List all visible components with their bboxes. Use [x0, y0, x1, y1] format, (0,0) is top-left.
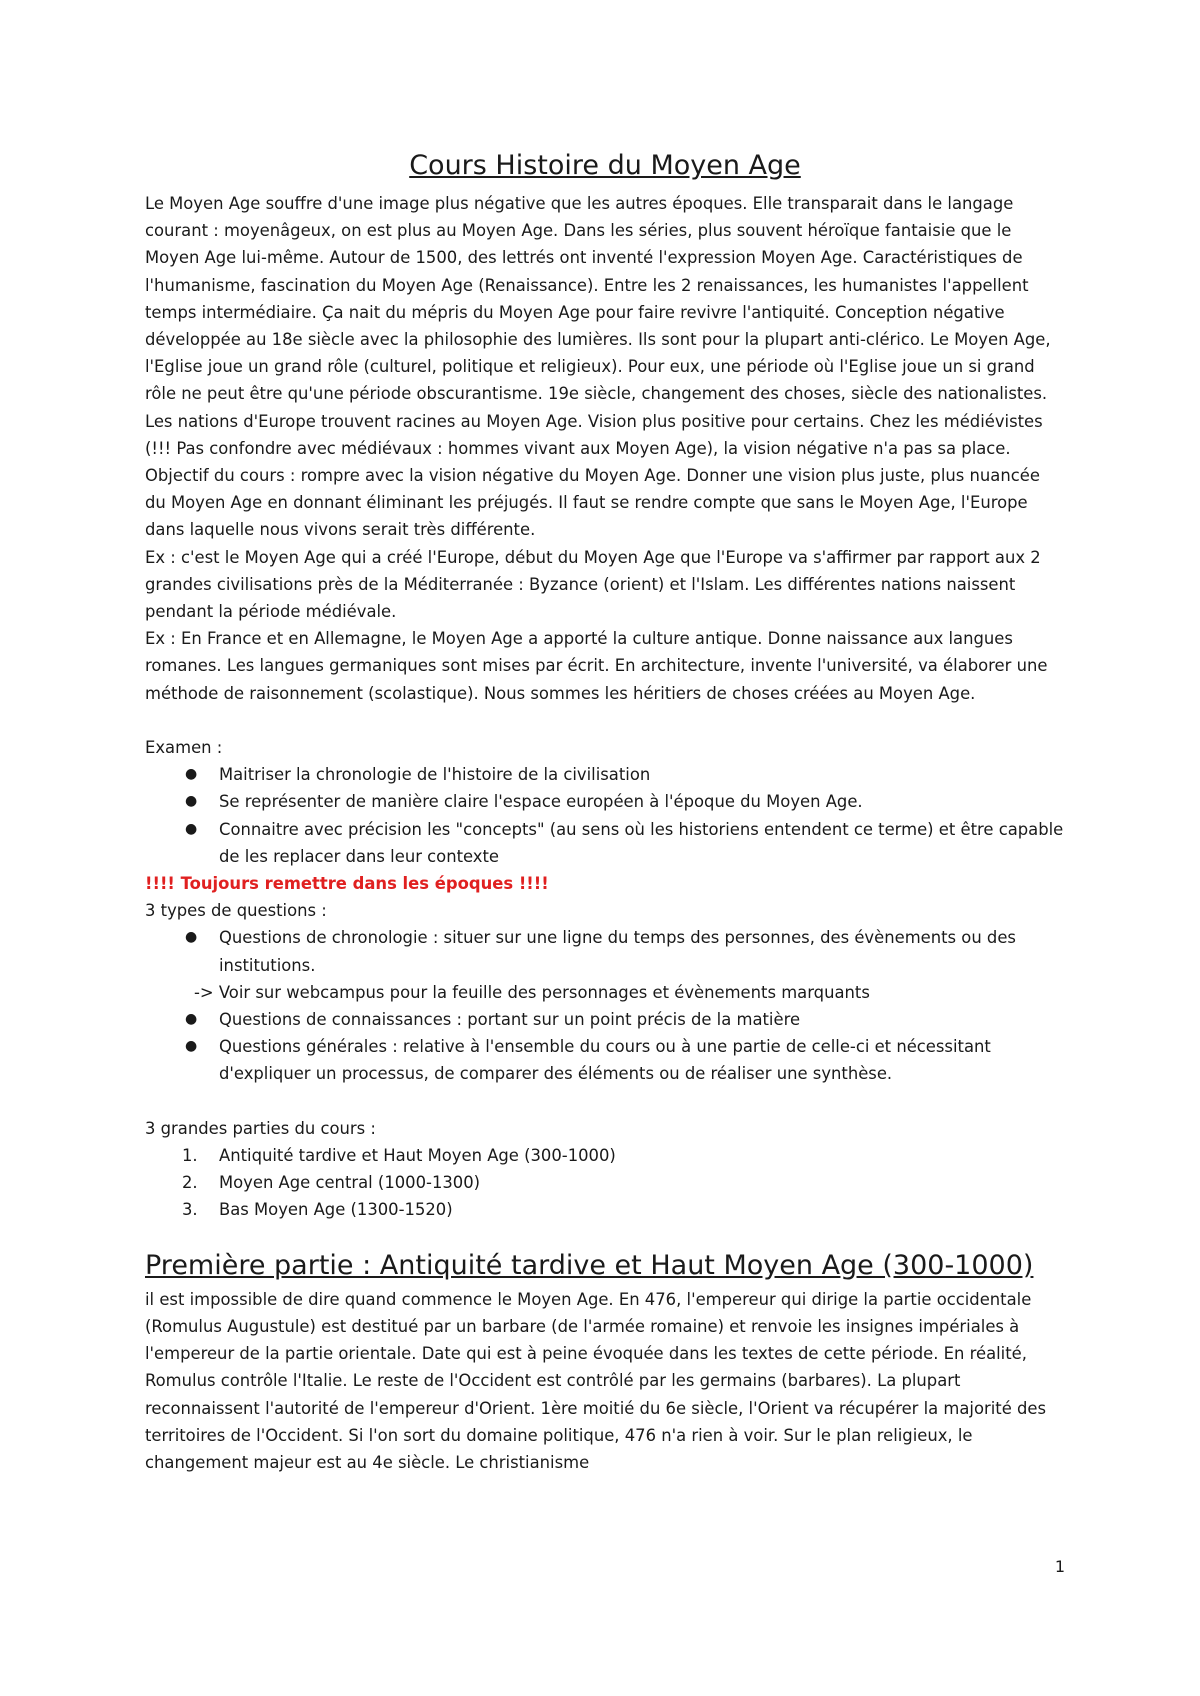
- section-paragraph: il est impossible de dire quand commence le Moyen Age. En 476, l'empereur qui dirige la partie occidentale (Romulus Augustule) est destitué par un barbare (de l'armée romaine) et renvoie les insignes impériales à l'empereur de la partie orientale. Date qui est à peine évoquée dans les textes de cette période. En réalité, Romulus contrôle l'Italie. Le reste de l'Occident est contrôlé par les germains (barbares). La plupart reconnaissent l'autorité de l'empereur d'Orient. 1ère moitié du 6e siècle, l'Orient va récupérer la majorité des territoires de l'Occident. Si l'on sort du domaine politique, 476 n'a rien à voir. Sur le plan religieux, le changement majeur est au 4e siècle. Le christianisme: [145, 1289, 1047, 1472]
- parts-heading: 3 grandes parties du cours :: [145, 1118, 376, 1138]
- questions-list: [145, 924, 1065, 978]
- exam-list: [145, 761, 1065, 870]
- questions-heading: 3 types de questions :: [145, 901, 327, 921]
- bullet-icon: ●: [185, 793, 198, 810]
- intro-paragraph: Le Moyen Age souffre d'une image plus négative que les autres époques. Elle transparait dans le langage courant : moyenâgeux, on est plus au Moyen Age. Dans les séries, plus souvent héroïque fantaisie que le Moyen Age lui-même. Autour de 1500, des lettrés ont inventé l'expression Moyen Age. Caractéristiques de l'humanisme, fascination du Moyen Age (Renaissance). Entre les 2 renaissances, les humanistes l'appellent temps intermédiaire. Ça nait du mépris du Moyen Age pour faire revivre l'antiquité. Conception négative développée au 18e siècle avec la philosophie des lumières. Ils sont pour la plupart anti-clérico. Le Moyen Age, l'Eglise joue un grand rôle (culturel, politique et religieux). Pour eux, une période où l'Eglise joue un si grand rôle ne peut être qu'une période obscurantisme. 19e siècle, changement des choses, siècle des nationalistes. Les nations d'Europe trouvent racines au Moyen Age. Vision plus positive pour certains. Chez les médiévistes (!!! Pas confondre avec médiévaux : hommes vivant aux Moyen Age), la vision négative n'a pas sa place. Objectif du cours : rompre avec la vision négative du Moyen Age. Donner une vision plus juste, plus nuancée du Moyen Age en donnant éliminant les préjugés. Il faut se rendre compte que sans le Moyen Age, l'Europe dans laquelle nous vivons serait très différente.: [145, 194, 1051, 540]
- bullet-icon: ●: [185, 929, 198, 946]
- webcampus-note: -> Voir sur webcampus pour la feuille des personnages et évènements marquants: [194, 982, 870, 1002]
- bullet-icon: ●: [185, 1011, 198, 1028]
- list-item: ● Maitriser la chronologie de l'histoire de la civilisation: [145, 761, 1065, 788]
- blank-line: [145, 707, 1065, 734]
- exam-heading: Examen :: [145, 738, 223, 758]
- example-paragraph: Ex : En France et en Allemagne, le Moyen Age a apporté la culture antique. Donne naissance aux langues romanes. Les langues germaniques sont mises par écrit. En architecture, invente l'université, va élaborer une méthode de raisonnement (scolastique). Nous sommes les héritiers de choses créées au Moyen Age.: [145, 629, 1048, 703]
- list-item: ● Questions générales : relative à l'ensemble du cours ou à une partie de celle-ci et nécessitant d'expliquer un processus, de comparer des éléments ou de réaliser une synthèse.: [145, 1033, 1065, 1087]
- list-item: 1. Antiquité tardive et Haut Moyen Age (300-1000): [182, 1146, 616, 1166]
- bullet-icon: ●: [185, 820, 198, 837]
- list-item: ● Se représenter de manière claire l'espace européen à l'époque du Moyen Age.: [145, 788, 1065, 815]
- blank-line: [145, 1088, 1065, 1115]
- list-item: ● Connaitre avec précision les "concepts" (au sens où les historiens entendent ce terme) et être capable de les replacer dans leur contexte: [145, 816, 1065, 870]
- list-item: ● Questions de connaissances : portant sur un point précis de la matière: [145, 1006, 1065, 1033]
- parts-list: [145, 1142, 1065, 1224]
- list-item: 3. Bas Moyen Age (1300-1520): [182, 1200, 453, 1220]
- bullet-icon: ●: [185, 766, 198, 783]
- page-title: Cours Histoire du Moyen Age: [409, 150, 801, 181]
- list-item: 2. Moyen Age central (1000-1300): [182, 1173, 481, 1193]
- section-heading: Première partie : Antiquité tardive et Haut Moyen Age (300-1000): [145, 1249, 1034, 1281]
- page-content: [145, 146, 1065, 1476]
- example-paragraph: Ex : c'est le Moyen Age qui a créé l'Europe, début du Moyen Age que l'Europe va s'affirmer par rapport aux 2 grandes civilisations près de la Méditerranée : Byzance (orient) et l'Islam. Les différentes nations naissent pendant la période médiévale.: [145, 547, 1041, 622]
- questions-list-continued: [145, 1006, 1065, 1088]
- page-number: 1: [1054, 1557, 1065, 1576]
- list-item: ● Questions de chronologie : situer sur une ligne du temps des personnes, des évènements ou des institutions.: [145, 924, 1065, 978]
- warning-text: !!!! Toujours remettre dans les époques !!!!: [145, 874, 549, 894]
- bullet-icon: ●: [185, 1038, 198, 1055]
